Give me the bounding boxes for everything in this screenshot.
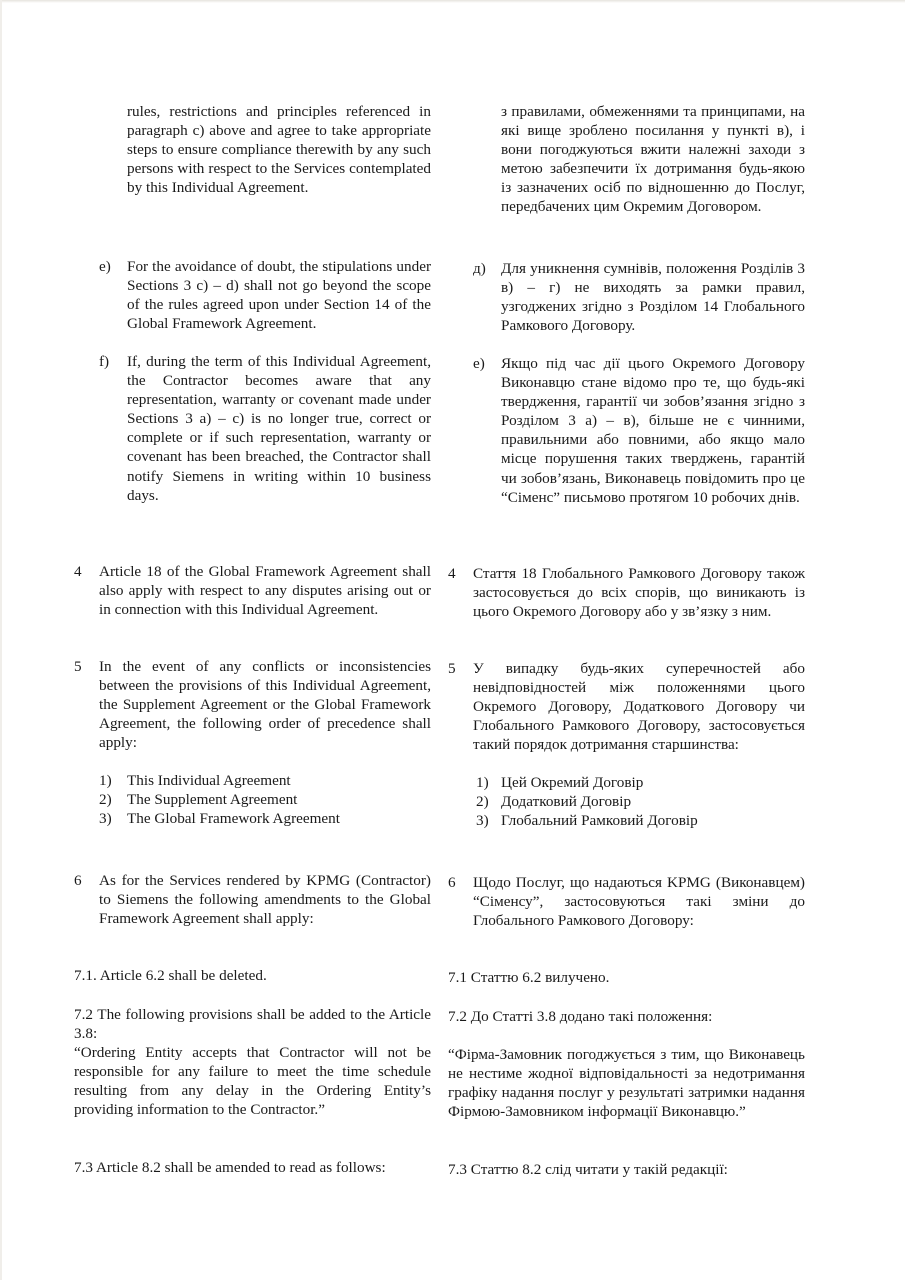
uk-section-7-2: 7.2 До Статті 3.8 додано такі положення: (448, 1008, 713, 1025)
en-section-7-1: 7.1. Article 6.2 shall be deleted. (74, 967, 267, 984)
en-order-2-text: The Supplement Agreement (127, 791, 298, 808)
scan-edge-left (0, 0, 2, 1280)
uk-order-3-number: 3) (476, 812, 489, 829)
uk-clause-d-continuation: з правилами, обмеженнями та принципами, на які вище зроблено посилання у пункті в), і вони погоджуються вжити належні заходи з метою забезпечити їх дотримання будь-якою із зазначених осіб по відношенню до Послуг, передбачених цим Окремим Договором. (501, 103, 805, 216)
en-section-7-3: 7.3 Article 8.2 shall be amended to read as follows: (74, 1159, 386, 1176)
uk-clause-f-text: Якщо під час дії цього Окремого Договору Виконавцю стане відомо про те, що будь-які твердження, гарантії чи зобов’язання згідно з Розділом 3 а) – в), більше не є чинними, правильними або повними, або якщо мало місце порушення таких тверджень, гарантій чи зобов’язань, Виконавець повідомить про це “Сіменс” письмово протягом 10 робочих днів. (501, 355, 805, 506)
en-clause-f-text: If, during the term of this Individual Agreement, the Contractor becomes aware that any representation, warranty or covenant made under Sections 3 a) – c) is no longer true, correct or complete or if such representation, warranty or covenant has been breached, the Contractor shall notify Siemens in writing within 10 business days. (127, 353, 431, 504)
en-clause-d-continuation: rules, restrictions and principles referenced in paragraph c) above and agree to take appropriate steps to ensure compliance therewith by any such persons with respect to the Services contemplated by this Individual Agreement. (127, 103, 431, 197)
en-section-4-number: 4 (74, 563, 82, 580)
en-section-7-2: 7.2 The following provisions shall be added to the Article 3.8: (74, 1006, 431, 1043)
en-order-1-number: 1) (99, 772, 112, 789)
en-order-3-number: 3) (99, 810, 112, 827)
en-clause-f-label: f) (99, 353, 110, 370)
scan-edge-top (0, 0, 905, 3)
uk-section-7-3: 7.3 Статтю 8.2 слід читати у такій редакції: (448, 1161, 728, 1178)
en-section-5-text: In the event of any conflicts or inconsistencies between the provisions of this Individual Agreement, the Supplement Agreement or the Global Framework Agreement, the following order of precedence shall apply: (99, 658, 431, 752)
en-section-4-text: Article 18 of the Global Framework Agreement shall also apply with respect to any disputes arising out or in connection with this Individual Agreement. (99, 563, 431, 619)
uk-clause-e-label: д) (473, 260, 486, 277)
uk-order-3-text: Глобальний Рамковий Договір (501, 812, 698, 829)
uk-order-1-text: Цей Окремий Договір (501, 774, 644, 791)
en-section-6-number: 6 (74, 872, 82, 889)
en-section-7-2-quote: “Ordering Entity accepts that Contractor will not be responsible for any failure to meet the time schedule resulting from any delay in the Ordering Entity’s providing information to the Contractor.” (74, 1044, 431, 1119)
uk-section-5-number: 5 (448, 660, 456, 677)
en-section-6-text: As for the Services rendered by KPMG (Contractor) to Siemens the following amendments to the Global Framework Agreement shall apply: (99, 872, 431, 928)
uk-section-6-text: Щодо Послуг, що надаються KPMG (Виконавцем) “Сіменсу”, застосовуються такі зміни до Глобального Рамкового Договору: (473, 874, 805, 930)
en-order-1-text: This Individual Agreement (127, 772, 291, 789)
uk-clause-e-text: Для уникнення сумнівів, положення Розділів 3 в) – г) не виходять за рамки правил, узгоджених згідно з Розділом 14 Глобального Рамкового Договору. (501, 260, 805, 335)
uk-section-7-2-quote: “Фірма-Замовник погоджується з тим, що Виконавець не нестиме жодної відповідальності за недотримання графіку надання послуг у результаті затримки надання Фірмою-Замовником інформації Виконавцю.” (448, 1046, 805, 1121)
en-clause-e-text: For the avoidance of doubt, the stipulations under Sections 3 c) – d) shall not go beyond the scope of the rules agreed upon under Section 14 of the Global Framework Agreement. (127, 258, 431, 333)
uk-order-1-number: 1) (476, 774, 489, 791)
en-section-5-number: 5 (74, 658, 82, 675)
uk-clause-f-label: е) (473, 355, 485, 372)
uk-order-2-number: 2) (476, 793, 489, 810)
uk-section-6-number: 6 (448, 874, 456, 891)
en-order-3-text: The Global Framework Agreement (127, 810, 340, 827)
uk-section-5-text: У випадку будь-яких суперечностей або невідповідностей між положеннями цього Окремого Договору, Додаткового Договору чи Глобального Рамкового Договору, застосовується такий порядок дотримання старшинства: (473, 660, 805, 754)
uk-order-2-text: Додатковий Договір (501, 793, 632, 810)
uk-section-4-number: 4 (448, 565, 456, 582)
uk-section-4-text: Стаття 18 Глобального Рамкового Договору також застосовується до всіх спорів, що виникають із цього Окремого Договору або у зв’язку з ним. (473, 565, 805, 621)
en-clause-e-label: e) (99, 258, 111, 275)
en-order-2-number: 2) (99, 791, 112, 808)
uk-section-7-1: 7.1 Статтю 6.2 вилучено. (448, 969, 610, 986)
